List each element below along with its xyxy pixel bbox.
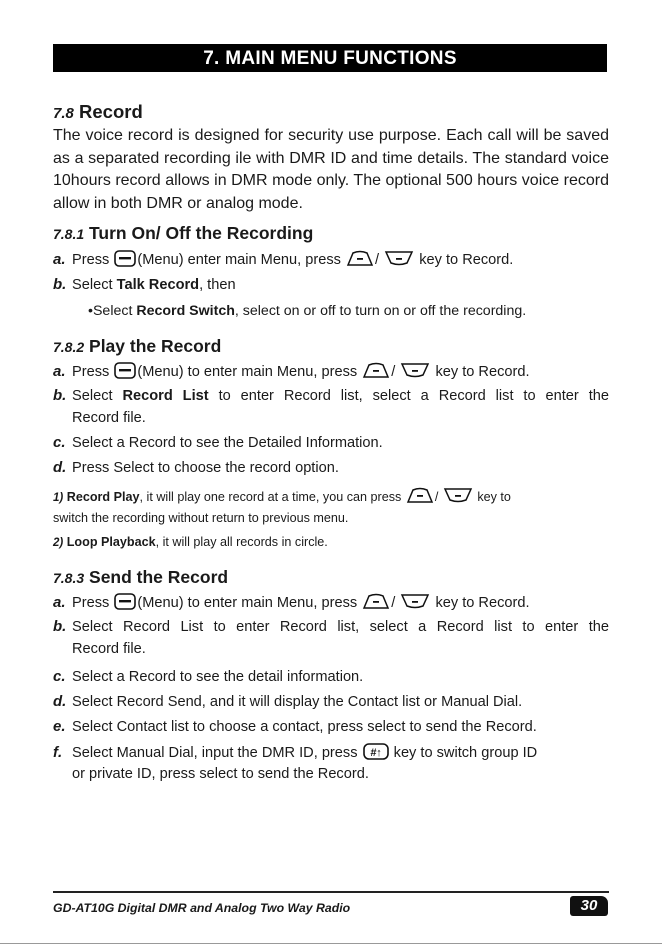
step-text: Press Select to choose the record option. bbox=[72, 460, 339, 476]
hash-key-icon bbox=[363, 743, 389, 765]
step-letter: d. bbox=[53, 693, 67, 710]
step-text: Select bbox=[72, 388, 113, 404]
step-letter: a. bbox=[53, 363, 66, 380]
step-text: (Menu) enter main Menu, press bbox=[137, 252, 341, 268]
menu-option: Talk Record bbox=[116, 277, 200, 293]
menu-key-icon bbox=[114, 362, 136, 384]
section-title: Send the Record bbox=[89, 567, 229, 587]
note-text: , it will play one record at a time, you can press bbox=[139, 490, 402, 504]
menu-option: Record Play bbox=[66, 490, 140, 504]
step-text: key to switch group ID bbox=[393, 745, 538, 761]
footer-rule bbox=[53, 891, 609, 893]
up-key-icon bbox=[346, 250, 374, 272]
step-text: Press bbox=[72, 252, 110, 268]
step-letter: d. bbox=[53, 459, 67, 476]
step-f-783 bbox=[53, 743, 609, 765]
step-letter: b. bbox=[53, 276, 67, 293]
note-text: , it will play all records in circle. bbox=[155, 535, 328, 549]
step-b-781 bbox=[53, 276, 609, 294]
step-e-783 bbox=[53, 718, 609, 736]
up-key-icon bbox=[362, 593, 390, 615]
step-d-782 bbox=[53, 459, 609, 477]
note-2-782 bbox=[53, 534, 609, 551]
note-number: 2) bbox=[53, 537, 64, 549]
menu-key-icon bbox=[114, 593, 136, 615]
step-letter: b. bbox=[53, 387, 67, 404]
section-number: 7.8.3 bbox=[53, 570, 85, 586]
step-f-783-cont: or private ID, press select to send the Record. bbox=[72, 766, 369, 782]
step-a-782 bbox=[53, 362, 609, 384]
down-key-icon bbox=[443, 487, 473, 508]
step-text: Select Contact list to choose a contact, press select to send the Record. bbox=[72, 719, 537, 735]
menu-option: Record Switch bbox=[136, 303, 235, 319]
step-text: , select on or off to turn on or off the recording. bbox=[234, 303, 527, 319]
note-1-782 bbox=[53, 487, 609, 508]
chapter-banner: 7. MAIN MENU FUNCTIONS bbox=[53, 44, 607, 72]
section-number: 7.8.2 bbox=[53, 339, 85, 355]
slash: / bbox=[391, 595, 396, 611]
step-text: , then bbox=[199, 277, 236, 293]
step-a-783 bbox=[53, 593, 609, 615]
svg-text:#↑: #↑ bbox=[369, 747, 382, 759]
step-d-783 bbox=[53, 693, 609, 711]
step-letter: a. bbox=[53, 251, 66, 268]
down-key-icon bbox=[384, 250, 414, 272]
step-b-782-cont: Record file. bbox=[72, 410, 146, 426]
slash: / bbox=[375, 252, 380, 268]
step-a-781 bbox=[53, 250, 609, 272]
step-text: Select Manual Dial, input the DMR ID, press bbox=[72, 745, 358, 761]
step-text: Select bbox=[72, 277, 113, 293]
page-edge-rule bbox=[0, 943, 662, 944]
section-heading-7-8-3 bbox=[53, 566, 609, 589]
note-1-782-cont: switch the recording without return to previous menu. bbox=[53, 511, 349, 525]
step-b-783-cont: Record file. bbox=[72, 641, 146, 657]
step-text: Select a Record to see the Detailed Information. bbox=[72, 435, 383, 451]
footer-title: GD-AT10G Digital DMR and Analog Two Way Radio bbox=[53, 901, 351, 915]
page-number: 30 bbox=[570, 896, 608, 916]
step-c-783 bbox=[53, 668, 609, 686]
sub-step-781 bbox=[53, 302, 609, 320]
intro-paragraph: The voice record is designed for security use purpose. Each call will be saved as a separated recording ile with DMR ID and time details. The standard voice 10hours record allows in DMR mode only. The optional 500 hours voice record allow in both DMR or analog mode. bbox=[53, 127, 609, 213]
section-heading-7-8 bbox=[53, 101, 609, 125]
down-key-icon bbox=[400, 362, 430, 384]
step-letter: c. bbox=[53, 434, 66, 451]
step-b-783 bbox=[53, 618, 609, 636]
section-number: 7.8.1 bbox=[53, 226, 85, 242]
section-number: 7.8 bbox=[53, 105, 74, 122]
section-title: Record bbox=[79, 101, 143, 122]
step-text: Press bbox=[72, 595, 110, 611]
step-letter: a. bbox=[53, 594, 66, 611]
menu-key-icon bbox=[114, 250, 136, 272]
step-text: Select a Record to see the detail information. bbox=[72, 669, 364, 685]
slash: / bbox=[391, 364, 396, 380]
step-letter: f. bbox=[53, 744, 63, 761]
step-letter: c. bbox=[53, 668, 66, 685]
step-text: key to Record. bbox=[435, 364, 530, 380]
step-text: Select Record List to enter Record list, select a Record list to enter the bbox=[72, 619, 609, 635]
step-b-782 bbox=[53, 387, 609, 405]
step-letter: e. bbox=[53, 718, 66, 735]
note-number: 1) bbox=[53, 492, 64, 504]
section-heading-7-8-1 bbox=[53, 222, 609, 245]
note-text: key to bbox=[477, 490, 511, 504]
step-text: key to Record. bbox=[435, 595, 530, 611]
menu-option: Record List bbox=[122, 388, 209, 404]
step-text: key to Record. bbox=[419, 252, 514, 268]
step-text: to enter Record list, select a Record list to enter the bbox=[218, 388, 609, 404]
step-text: Press bbox=[72, 364, 110, 380]
up-key-icon bbox=[362, 362, 390, 384]
step-c-782 bbox=[53, 434, 609, 452]
step-text: •Select bbox=[88, 303, 133, 319]
section-title: Play the Record bbox=[89, 336, 222, 356]
up-key-icon bbox=[406, 487, 434, 508]
step-text: (Menu) to enter main Menu, press bbox=[137, 364, 358, 380]
down-key-icon bbox=[400, 593, 430, 615]
slash: / bbox=[434, 490, 439, 504]
step-text: (Menu) to enter main Menu, press bbox=[137, 595, 358, 611]
menu-option: Loop Playback bbox=[66, 535, 156, 549]
section-title: Turn On/ Off the Recording bbox=[89, 223, 314, 243]
step-letter: b. bbox=[53, 618, 67, 635]
section-heading-7-8-2 bbox=[53, 335, 609, 358]
step-text: Select Record Send, and it will display the Contact list or Manual Dial. bbox=[72, 694, 523, 710]
